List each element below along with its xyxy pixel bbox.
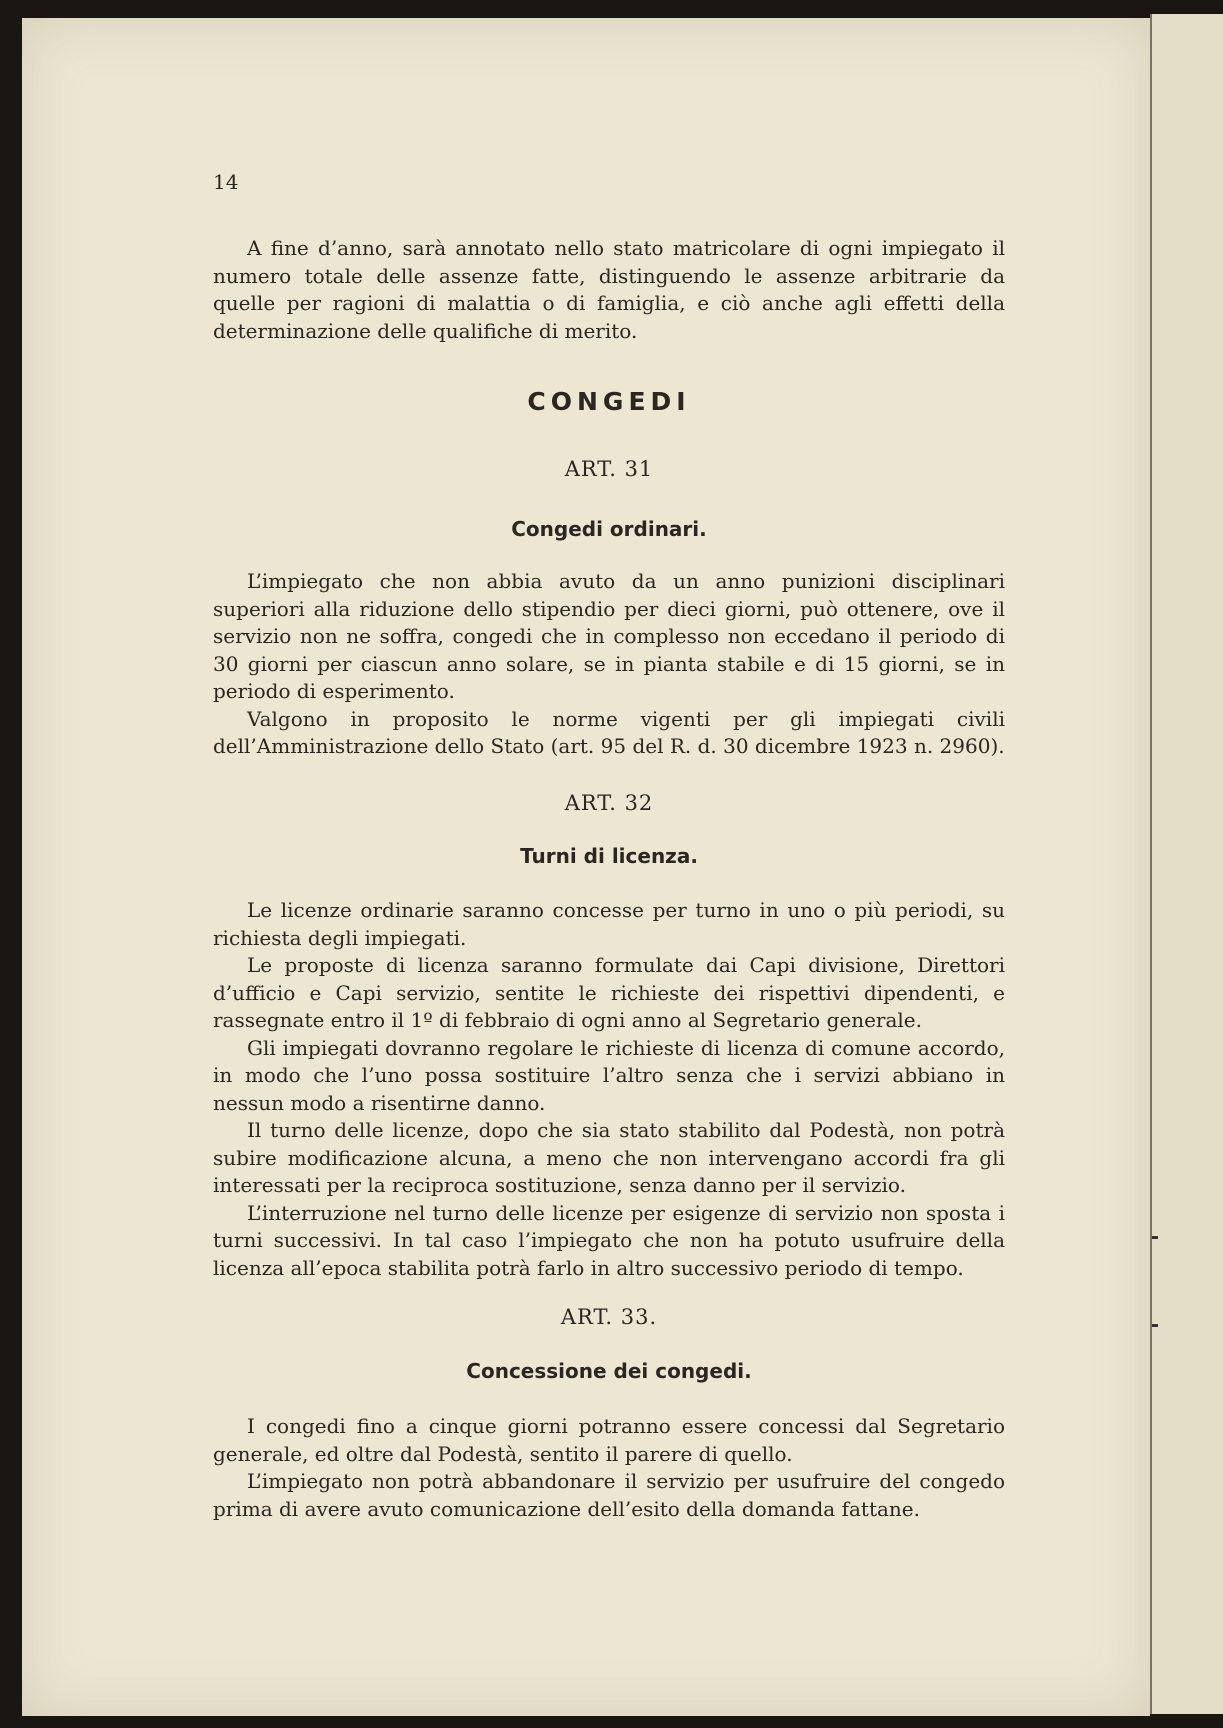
paragraph: Valgono in proposito le norme vigenti per gli impiegati civili dell’Amministrazione dello Stato (art. 95 del R. d. 30 dicembre 1923 n. 2960). <box>213 706 1005 758</box>
art-31-body <box>213 568 1005 761</box>
art-32-body <box>213 897 1005 1282</box>
art-33-label: ART. 33. <box>560 1305 658 1329</box>
art-32-title: Turni di licenza. <box>520 844 698 868</box>
art-31-label: ART. 31 <box>564 457 654 481</box>
paragraph: Le licenze ordinarie saranno concesse per turno in uno o più periodi, su richiesta degli impiegati. <box>213 898 1005 950</box>
art-31-title: Congedi ordinari. <box>511 517 707 541</box>
art-32-label: ART. 32 <box>564 791 654 815</box>
intro-paragraph: A fine d’anno, sarà annotato nello stato matricolare di ogni impiegato il numero totale delle assenze fatte, distinguendo le assenze arbitrarie da quelle per ragioni di malattia o di famiglia, e ciò anche agli effetti della determinazione delle qualifiche di merito. <box>213 236 1005 343</box>
paragraph: Il turno delle licenze, dopo che sia stato stabilito dal Podestà, non potrà subire modificazione alcuna, a meno che non intervengano accordi fra gli interessati per la reciproca sostituzione, senza danno per il servizio. <box>213 1118 1005 1197</box>
edge-mark <box>1152 1324 1158 1327</box>
paragraph: L’impiegato che non abbia avuto da un anno punizioni disciplinari superiori alla riduzione dello stipendio per dieci giorni, può ottenere, ove il servizio non ne soffra, congedi che in complesso non eccedano il periodo di 30 giorni per ciascun anno solare, se in pianta stabile e di 15 giorni, se in periodo di esperimento. <box>213 569 1005 703</box>
paragraph: L’interruzione nel turno delle licenze per esigenze di servizio non sposta i turni successivi. In tal caso l’impiegato che non ha potuto usufruire della licenza all’epoca stabilita potrà farlo in altro successivo periodo di tempo. <box>213 1200 1005 1280</box>
facing-page-edge <box>1150 14 1223 1714</box>
edge-mark <box>1152 1236 1158 1239</box>
intro-block <box>213 235 1005 345</box>
paragraph: L’impiegato non potrà abbandonare il servizio per usufruire del congedo prima di avere avuto comunicazione dell’esito della domanda fattane. <box>213 1469 1005 1521</box>
paragraph: Gli impiegati dovranno regolare le richieste di licenza di comune accordo, in modo che l’uno possa sostituire l’altro senza che i servizi abbiano in nessun modo a risentirne danno. <box>213 1035 1005 1115</box>
paragraph: I congedi fino a cinque giorni potranno essere concessi dal Segretario generale, ed oltre dal Podestà, sentito il parere di quello. <box>213 1414 1005 1466</box>
art-33-title: Concessione dei congedi. <box>466 1359 752 1383</box>
art-33-body <box>213 1413 1005 1523</box>
paragraph: Le proposte di licenza saranno formulate dai Capi divisione, Direttori d’ufficio e Capi servizio, sentite le richieste dei rispettivi dipendenti, e rassegnate entro il 1º di febbraio di ogni anno al Segretario generale. <box>213 953 1005 1032</box>
section-title: CONGEDI <box>527 387 691 416</box>
page-number: 14 <box>213 170 239 194</box>
